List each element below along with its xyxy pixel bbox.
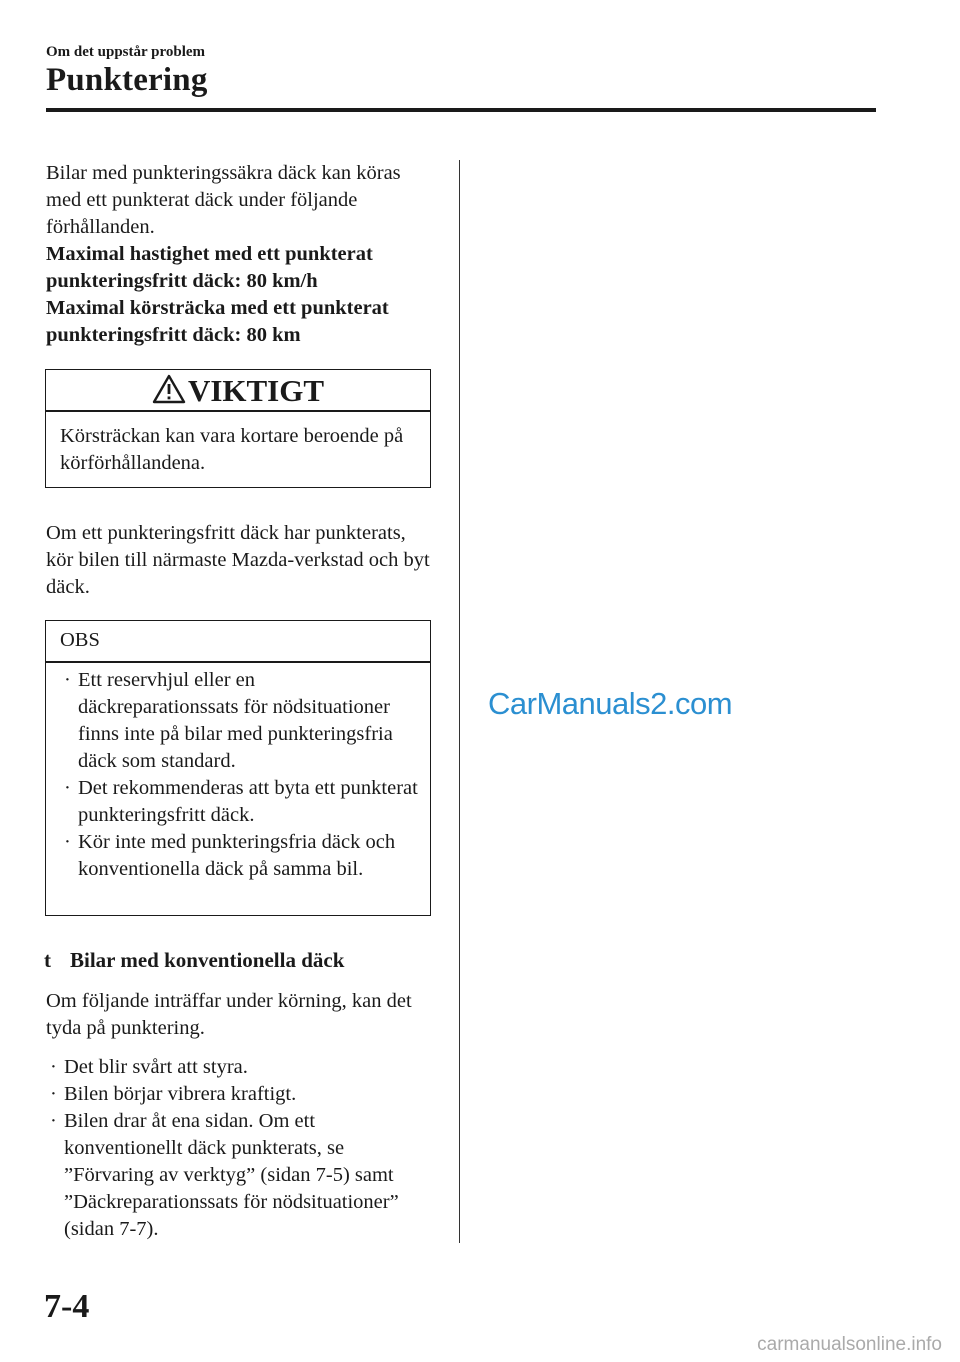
warning-heading — [46, 372, 430, 410]
bullet: · — [64, 669, 71, 691]
subsection-heading — [44, 946, 344, 974]
title-rule — [46, 108, 876, 112]
max-speed-text: Maximal hastighet med ett punkterat punkteringsfritt däck: 80 km/h — [46, 243, 373, 292]
note-item — [62, 829, 418, 883]
note-item-text: Det rekommenderas att byta ett punkterat punkteringsfritt däck. — [78, 777, 418, 826]
page-title: Punktering — [46, 62, 208, 98]
note-item-text: Ett reservhjul eller en däckreparationssats för nödsituationer finns inte på bilar med punkteringsfria däck som standard. — [78, 669, 393, 772]
max-distance-text: Maximal körsträcka med ett punkterat punkteringsfritt däck: 80 km — [46, 297, 389, 346]
footer-site: carmanualsonline.info — [757, 1334, 942, 1355]
warning-label: VIKTIGT — [187, 373, 325, 408]
note-label: OBS — [60, 629, 100, 651]
note-list — [62, 667, 418, 883]
subsection-marker: t — [44, 948, 51, 972]
bullet: · — [64, 831, 71, 853]
column-divider — [459, 160, 460, 1243]
watermark: CarManuals2.com — [488, 686, 733, 721]
note-item — [62, 775, 418, 829]
list-item-text: Bilen börjar vibrera kraftigt. — [64, 1083, 297, 1105]
note-divider — [46, 661, 430, 663]
bullet: · — [50, 1110, 57, 1132]
list-item — [48, 1081, 438, 1108]
note-box — [45, 620, 431, 916]
warning-text: Körsträckan kan vara kortare beroende på körförhållandena. — [60, 425, 404, 474]
subsection-title: Bilar med konventionella däck — [70, 948, 345, 972]
warning-divider — [46, 410, 430, 412]
symptom-list — [48, 1054, 438, 1243]
list-item — [48, 1108, 438, 1243]
intro-text: Bilar med punkteringssäkra däck kan köras med ett punkterat däck under följande förhållanden. — [46, 162, 401, 238]
list-item-text: Bilen drar åt ena sidan. Om ett konventionellt däck punkterats, se ”Förvaring av verktyg” (sidan 7-5) samt ”Däckreparationssats för nödsituationer” (sidan 7-7). — [64, 1110, 399, 1240]
intro-section — [46, 160, 436, 349]
note-item — [62, 667, 418, 775]
section-header: Om det uppstår problem — [46, 44, 206, 60]
list-item-text: Det blir svårt att styra. — [64, 1056, 248, 1078]
note-item-text: Kör inte med punkteringsfria däck och konventionella däck på samma bil. — [78, 831, 396, 880]
subsection-intro: Om följande inträffar under körning, kan det tyda på punktering. — [46, 990, 412, 1039]
bullet: · — [50, 1083, 57, 1105]
bullet: · — [64, 777, 71, 799]
paragraph-puncture-action: Om ett punkteringsfritt däck har punkterats, kör bilen till närmaste Mazda-verkstad och byt däck. — [46, 522, 430, 598]
bullet: · — [50, 1056, 57, 1078]
list-item — [48, 1054, 438, 1081]
warning-box — [45, 369, 431, 488]
page-number: 7-4 — [44, 1288, 90, 1325]
warning-triangle-icon — [152, 374, 186, 404]
